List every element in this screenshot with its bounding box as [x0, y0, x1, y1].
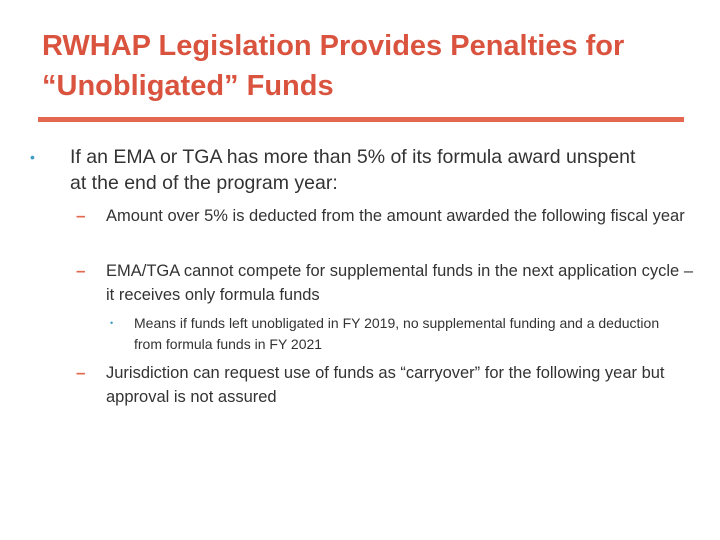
sub-bullet-text: Jurisdiction can request use of funds as “carryover” for the following year but approval is not assured: [106, 364, 665, 406]
sub-sub-bullet-example: [110, 313, 690, 355]
dash-bullet-icon: –: [76, 206, 86, 225]
sub-bullet-deduction: [74, 204, 694, 228]
slide-title: RWHAP Legislation Provides Penalties for “Unobligated” Funds: [42, 30, 625, 102]
dash-bullet-icon: –: [76, 363, 86, 382]
title-underline-rule: [38, 117, 684, 122]
bullet-dot-icon: •: [30, 149, 35, 165]
bullet-level1: [30, 144, 670, 196]
sub-bullet-carryover: [74, 361, 694, 409]
sub-bullet-text: EMA/TGA cannot compete for supplemental funds in the next application cycle – it receives only formula funds: [106, 262, 693, 304]
small-bullet-dot-icon: •: [110, 318, 114, 328]
bullet-text: If an EMA or TGA has more than 5% of its formula award unspent at the end of the program year:: [70, 146, 636, 194]
sub-bullet-text: Amount over 5% is deducted from the amount awarded the following fiscal year: [106, 207, 685, 225]
sub-bullet-no-supplemental: [74, 259, 694, 307]
sub-sub-bullet-text: Means if funds left unobligated in FY 2019, no supplemental funding and a deduction from formula funds in FY 2021: [134, 315, 660, 352]
dash-bullet-icon: –: [76, 261, 86, 280]
